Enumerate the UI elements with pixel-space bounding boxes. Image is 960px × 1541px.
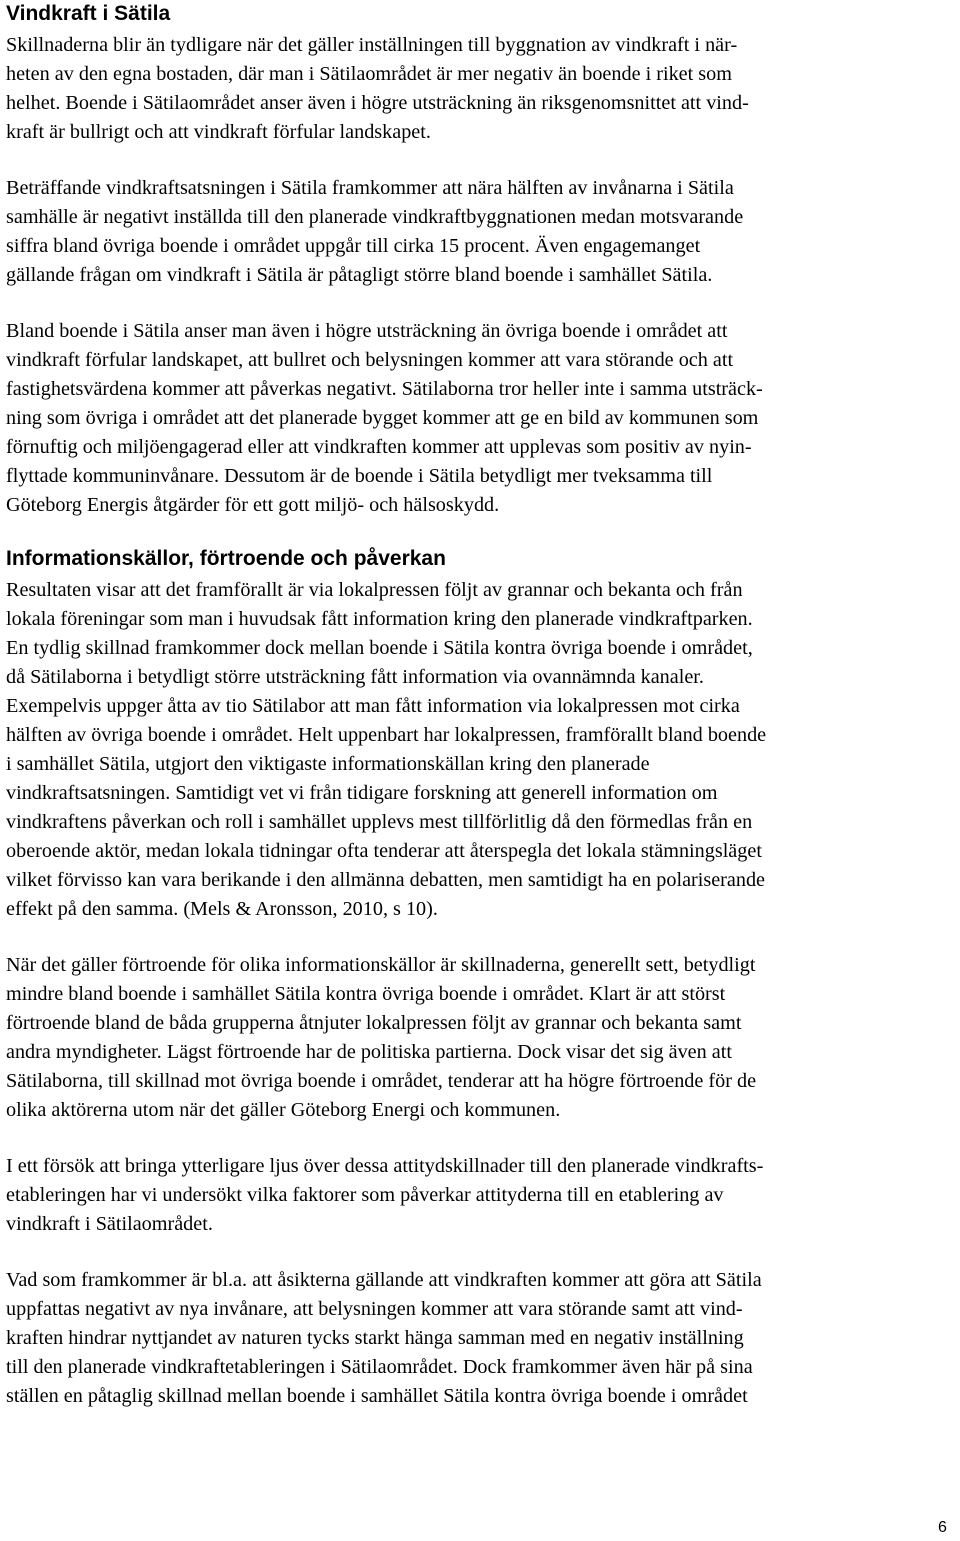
text-line: effekt på den samma. (Mels & Aronsson, 2010, s 10). <box>6 898 438 920</box>
text-line: i samhället Sätila, utgjort den viktigaste informationskällan kring den planerade <box>6 753 650 775</box>
text-line: siffra bland övriga boende i området uppgår till cirka 15 procent. Även engagemanget <box>6 235 701 257</box>
page-number: 6 <box>938 1519 947 1536</box>
text-line: förnuftig och miljöengagerad eller att vindkraften kommer att upplevas som positiv av nyin- <box>6 436 752 458</box>
text-line: samhälle är negativt inställda till den planerade vindkraftbyggnationen medan motsvarande <box>6 206 744 228</box>
text-line: vindkraft förfular landskapet, att bullret och belysningen kommer att vara störande och att <box>6 349 734 371</box>
text-line: förtroende bland de båda grupperna åtnjuter lokalpressen följt av grannar och bekanta samt <box>6 1012 742 1034</box>
text-line: kraft är bullrigt och att vindkraft förfular landskapet. <box>6 121 431 143</box>
text-line: Göteborg Energis åtgärder för ett gott miljö- och hälsoskydd. <box>6 494 500 516</box>
text-line: helhet. Boende i Sätilaområdet anser även i högre utsträckning än riksgenomsnittet att vind- <box>6 92 749 114</box>
paragraph-1 <box>6 31 956 147</box>
section-heading-informationskallor: Informationskällor, förtroende och påverkan <box>6 547 446 570</box>
text-line: ning som övriga i området att det planerade bygget kommer att ge en bild av kommunen som <box>6 407 759 429</box>
text-line: Resultaten visar att det framförallt är via lokalpressen följt av grannar och bekanta och från <box>6 579 743 601</box>
document-page <box>6 0 956 1411</box>
text-line: hälften av övriga boende i området. Helt uppenbart har lokalpressen, framförallt bland boende <box>6 724 767 746</box>
paragraph-5 <box>6 951 956 1125</box>
text-line: oberoende aktör, medan lokala tidningar ofta tenderar att återspegla det lokala stämningsläget <box>6 840 762 862</box>
text-line: vindkraftsatsningen. Samtidigt vet vi från tidigare forskning att generell information om <box>6 782 718 804</box>
paragraph-6 <box>6 1152 956 1239</box>
text-line: Bland boende i Sätila anser man även i högre utsträckning än övriga boende i området att <box>6 320 728 342</box>
text-line: vindkraftens påverkan och roll i samhället upplevs mest tillförlitlig då den förmedlas från en <box>6 811 753 833</box>
paragraph-4 <box>6 576 956 924</box>
section-heading-vindkraft: Vindkraft i Sätila <box>6 2 171 25</box>
text-line: Skillnaderna blir än tydligare när det gäller inställningen till byggnation av vindkraft i när- <box>6 34 738 56</box>
text-line: vindkraft i Sätilaområdet. <box>6 1213 213 1235</box>
text-line: andra myndigheter. Lägst förtroende har de politiska partierna. Dock visar det sig även att <box>6 1041 732 1063</box>
text-line: mindre bland boende i samhället Sätila kontra övriga boende i området. Klart är att störst <box>6 983 726 1005</box>
text-line: kraften hindrar nyttjandet av naturen tycks starkt hänga samman med en negativ inställning <box>6 1327 744 1349</box>
paragraph-3 <box>6 317 956 520</box>
text-line: till den planerade vindkraftetableringen i Sätilaområdet. Dock framkommer även här på sina <box>6 1356 753 1378</box>
text-line: I ett försök att bringa ytterligare ljus över dessa attitydskillnader till den planerade vindkrafts- <box>6 1155 764 1177</box>
text-line: Exempelvis uppger åtta av tio Sätilabor att man fått information via lokalpressen mot cirka <box>6 695 740 717</box>
text-line: etableringen har vi undersökt vilka faktorer som påverkar attityderna till en etablering av <box>6 1184 724 1206</box>
text-line: lokala föreningar som man i huvudsak fått information kring den planerade vindkraftparken. <box>6 608 753 630</box>
text-line: flyttade kommuninvånare. Dessutom är de boende i Sätila betydligt mer tveksamma till <box>6 465 713 487</box>
text-line: Vad som framkommer är bl.a. att åsikterna gällande att vindkraften kommer att göra att Sätila <box>6 1269 762 1291</box>
text-line: olika aktörerna utom när det gäller Göteborg Energi och kommunen. <box>6 1099 561 1121</box>
text-line: heten av den egna bostaden, där man i Sätilaområdet är mer negativ än boende i riket som <box>6 63 732 85</box>
text-line: gällande frågan om vindkraft i Sätila är påtagligt större bland boende i samhället Sätila. <box>6 264 713 286</box>
text-line: ställen en påtaglig skillnad mellan boende i samhället Sätila kontra övriga boende i området <box>6 1385 748 1407</box>
text-line: då Sätilaborna i betydligt större utsträckning fått information via ovannämnda kanaler. <box>6 666 704 688</box>
paragraph-7 <box>6 1266 956 1411</box>
text-line: fastighetsvärdena kommer att påverkas negativt. Sätilaborna tror heller inte i samma utsträck- <box>6 378 763 400</box>
text-line: Sätilaborna, till skillnad mot övriga boende i området, tenderar att ha högre förtroende för de <box>6 1070 757 1092</box>
paragraph-2 <box>6 174 956 290</box>
text-line: uppfattas negativt av nya invånare, att belysningen kommer att vara störande samt att vind- <box>6 1298 743 1320</box>
text-line: Beträffande vindkraftsatsningen i Sätila framkommer att nära hälften av invånarna i Sätila <box>6 177 734 199</box>
text-line: vilket förvisso kan vara berikande i den allmänna debatten, men samtidigt ha en polariserande <box>6 869 766 891</box>
text-line: När det gäller förtroende för olika informationskällor är skillnaderna, generellt sett, betydligt <box>6 954 756 976</box>
text-line: En tydlig skillnad framkommer dock mellan boende i Sätila kontra övriga boende i området, <box>6 637 753 659</box>
